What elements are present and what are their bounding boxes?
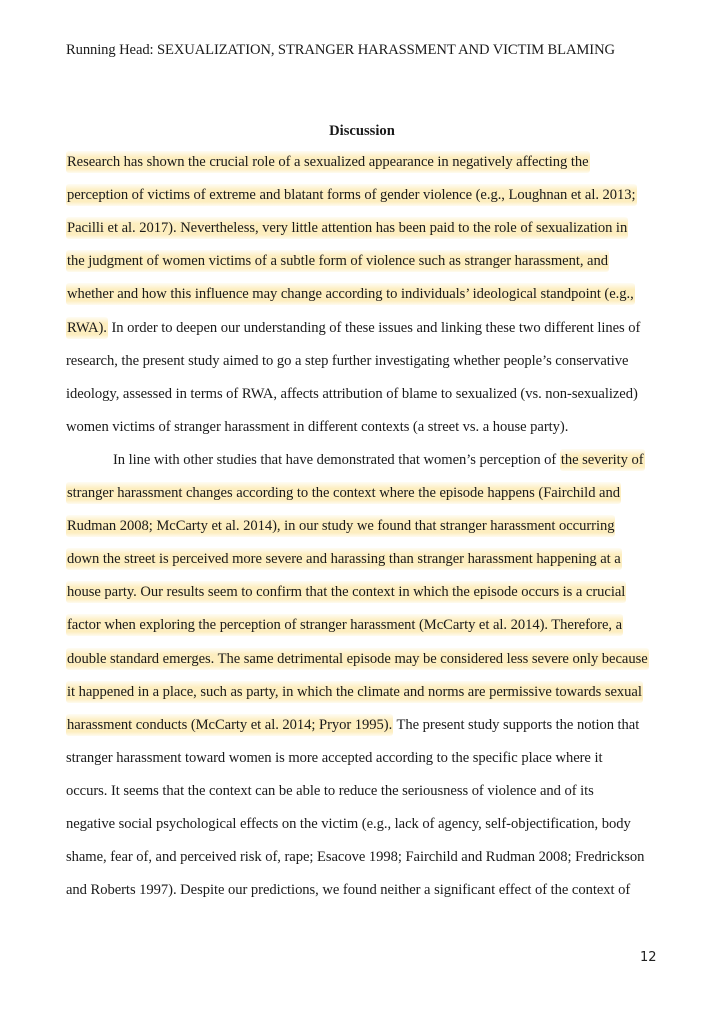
text-line <box>66 617 623 634</box>
text-line <box>66 485 621 502</box>
text-segment: shame, fear of, and perceived risk of, rape; Esacove 1998; Fairchild and Rudman 2008; Fredrickson <box>66 849 645 866</box>
text-line <box>66 518 615 535</box>
text-line <box>66 651 649 668</box>
text-line <box>66 717 639 734</box>
text-segment: negative social psychological effects on the victim (e.g., lack of agency, self-objectification, body <box>66 816 631 832</box>
highlighted-text: down the street is perceived more severe and harassing than stranger harassment happening at a <box>66 548 622 570</box>
text-segment: The present study supports the notion that <box>393 716 640 733</box>
highlighted-text: harassment conducts (McCarty et al. 2014; Pryor 1995). <box>66 714 393 736</box>
running-head: Running Head: SEXUALIZATION, STRANGER HARASSMENT AND VICTIM BLAMING <box>66 42 615 58</box>
highlighted-text: Research has shown the crucial role of a sexualized appearance in negatively affecting the <box>66 151 590 173</box>
text-segment: stranger harassment toward women is more accepted according to the specific place where it <box>66 749 603 766</box>
text-line <box>66 286 635 303</box>
text-line <box>66 419 568 436</box>
text-line <box>66 220 628 237</box>
highlighted-text: Pacilli et al. 2017). Nevertheless, very little attention has been paid to the role of sexualization in <box>66 217 628 239</box>
text-segment: women victims of stranger harassment in different contexts (a street vs. a house party). <box>66 418 569 435</box>
text-line <box>66 353 628 370</box>
text-segment: occurs. It seems that the context can be able to reduce the seriousness of violence and of its <box>66 782 594 799</box>
text-line <box>66 750 602 767</box>
text-line <box>66 783 594 800</box>
text-line <box>66 386 638 403</box>
highlighted-text: whether and how this influence may change according to individuals’ ideological standpoint (e.g., <box>66 283 635 305</box>
text-line <box>66 253 609 270</box>
text-segment: and Roberts 1997). Despite our predictions, we found neither a significant effect of the context of <box>66 882 631 899</box>
text-line <box>66 849 644 866</box>
highlighted-text: Rudman 2008; McCarty et al. 2014), in our study we found that stranger harassment occurring <box>66 515 615 537</box>
text-line <box>66 684 643 701</box>
text-line <box>66 584 626 601</box>
highlighted-text: factor when exploring the perception of stranger harassment (McCarty et al. 2014). Therefore, a <box>66 614 623 636</box>
highlighted-text: it happened in a place, such as party, in which the climate and norms are permissive towards sexual <box>66 681 643 703</box>
highlighted-text: double standard emerges. The same detrimental episode may be considered less severe only because <box>66 648 649 670</box>
text-line <box>66 551 622 568</box>
highlighted-text: house party. Our results seem to confirm that the context in which the episode occurs is a crucial <box>66 581 626 603</box>
text-line <box>66 320 640 337</box>
highlighted-text: RWA). <box>66 317 108 339</box>
text-line <box>66 187 637 204</box>
text-line <box>113 452 645 469</box>
text-segment: ideology, assessed in terms of RWA, affects attribution of blame to sexualized (vs. non-sexualized) <box>66 385 638 402</box>
page-number: 12 <box>640 950 657 965</box>
highlighted-text: perception of victims of extreme and blatant forms of gender violence (e.g., Loughnan et al. 2013; <box>66 184 637 206</box>
text-line <box>66 816 631 833</box>
highlighted-text: the judgment of women victims of a subtle form of violence such as stranger harassment, and <box>66 250 609 272</box>
text-line <box>66 154 590 171</box>
text-line <box>66 882 630 899</box>
text-segment: research, the present study aimed to go a step further investigating whether people’s conservative <box>66 352 629 369</box>
section-heading: Discussion <box>329 123 395 139</box>
highlighted-text: stranger harassment changes according to the context where the episode happens (Fairchild and <box>66 482 621 504</box>
text-segment: In order to deepen our understanding of these issues and linking these two different lines of <box>107 319 641 336</box>
text-segment: In line with other studies that have demonstrated that women’s perception of <box>113 451 560 468</box>
highlighted-text: the severity of <box>560 449 645 471</box>
